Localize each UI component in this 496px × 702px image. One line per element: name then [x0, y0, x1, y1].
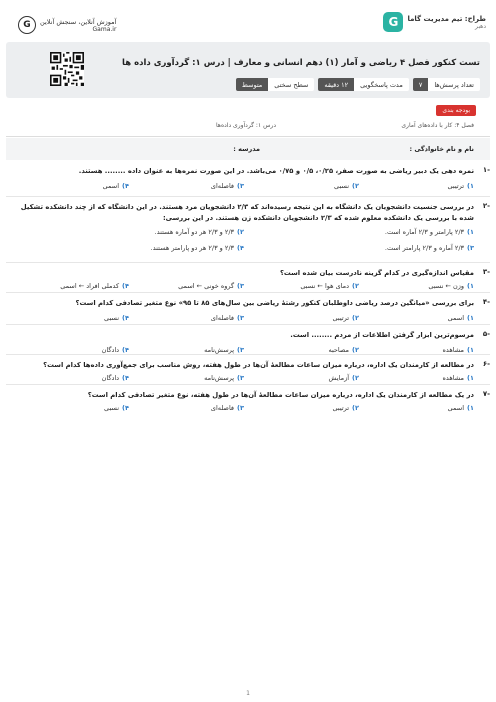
qr-code-icon [50, 52, 84, 86]
option-text: اسمی [102, 182, 120, 190]
option-number: ۲) [237, 228, 244, 236]
option-number: ۱) [467, 282, 474, 290]
question-text: در مطالعه از کارمندان یک اداره، درباره میزان ساعات مطالعهٔ آن‌ها در طول هفته، روش مناسب برای جمع‌آوری داده‌ها کدام است؟ [43, 361, 474, 369]
option-text: نسبی [334, 182, 350, 190]
option[interactable] [14, 374, 129, 382]
question-text: مقیاس اندازه‌گیری در کدام گزینه نادرست بیان شده است؟ [279, 269, 474, 277]
option-text: دمای هوا ← نسبی [300, 282, 350, 290]
question-text: در بررسی جنسیت دانشجویان یک دانشگاه به این نتیجه رسیده‌اند که ۲/۳ دانشجویان مرد هستند. در این دانشگاه که از چند دانشکده تشکیل شده با بررسی یک دانشکده معلوم شده که ۲/۳ دانشجویان دانشکده زن هستند. در این بررسی: [20, 203, 474, 222]
brand-subtitle: دهبر [475, 22, 486, 30]
option[interactable] [14, 404, 129, 412]
option[interactable] [244, 228, 474, 236]
option-number: ۴) [122, 314, 129, 322]
option-text: فاصله‌ای [210, 182, 235, 190]
option[interactable] [14, 314, 129, 322]
option[interactable] [14, 228, 244, 236]
chip-key: سطح سختی [268, 78, 314, 91]
option-number: ۲) [352, 282, 359, 290]
option-number: ۱) [467, 404, 474, 412]
option-text: کدملی افراد ← اسمی [60, 282, 120, 290]
school-label: مدرسه : [233, 145, 260, 153]
option-number: ۴) [122, 282, 129, 290]
option-number: ۳) [237, 346, 244, 354]
budget-row [6, 118, 490, 137]
options [14, 228, 474, 236]
option[interactable] [244, 346, 359, 354]
option-text: نسبی [104, 404, 120, 412]
option[interactable] [244, 374, 359, 382]
chip-value: متوسط [236, 78, 268, 91]
question-text: در یک مطالعه از کارمندان یک اداره، درباره میزان ساعات مطالعهٔ آن‌ها در طول هفته، نوع متغیر تصادفی کدام است؟ [87, 391, 474, 399]
option-number: ۳) [237, 374, 244, 382]
option[interactable] [359, 282, 474, 290]
question-number: -۶ [482, 360, 490, 368]
page-header [6, 8, 490, 38]
question-divider [6, 196, 490, 197]
option-number: ۴) [122, 182, 129, 190]
budget-tag: بودجه بندی [436, 105, 476, 116]
option[interactable] [244, 244, 474, 252]
option-text: اسمی [447, 404, 465, 412]
question-divider [6, 262, 490, 263]
exam-info-chips [236, 78, 480, 91]
options [14, 346, 474, 354]
option[interactable] [359, 314, 474, 322]
chip-question-count [413, 78, 480, 91]
option-text: فاصله‌ای [210, 404, 235, 412]
option-text: مشاهده [442, 346, 465, 354]
option-text: دادگان [101, 346, 120, 354]
gama-logo-icon: G [383, 12, 403, 32]
option-text: ترتیبی [332, 404, 350, 412]
option-number: ۴) [122, 404, 129, 412]
options [14, 374, 474, 382]
option[interactable] [129, 182, 244, 190]
exam-title: تست کنکور فصل ۴ ریاضی و آمار (۱) دهم انسانی و معارف | درس ۱: گردآوری داده ها [122, 58, 480, 68]
option-text: ترتیبی [447, 182, 465, 190]
option-number: ۳) [237, 282, 244, 290]
option-text: ۲/۳ و ۲/۳ هر دو آماره هستند. [154, 228, 235, 236]
sponsor-title: آموزش آنلاین، سنجش آنلاین [40, 17, 117, 26]
student-name-label: نام و نام خانوادگی : [409, 145, 474, 153]
option-number: ۲) [352, 346, 359, 354]
chip-value: ۱۲ دقیقه [318, 78, 354, 91]
chip-key: مدت پاسخگویی [354, 78, 409, 91]
option-number: ۳) [237, 404, 244, 412]
option[interactable] [14, 182, 129, 190]
option-number: ۱) [467, 374, 474, 382]
option-text: ترتیبی [332, 314, 350, 322]
question-divider [6, 384, 490, 385]
option[interactable] [129, 346, 244, 354]
question-number: -۳ [482, 268, 490, 276]
question-number: -۴ [482, 298, 490, 306]
option[interactable] [359, 346, 474, 354]
sponsor [18, 16, 116, 34]
option[interactable] [359, 404, 474, 412]
gama-g-icon: G [18, 16, 36, 34]
option-number: ۲) [352, 404, 359, 412]
option-number: ۱) [467, 346, 474, 354]
chip-difficulty [236, 78, 314, 91]
option-number: ۱) [467, 182, 474, 190]
option[interactable] [14, 346, 129, 354]
option-text: دادگان [101, 374, 120, 382]
option[interactable] [244, 314, 359, 322]
option-number: ۲) [352, 374, 359, 382]
option-text: آزمایش [328, 374, 350, 382]
option-text: فاصله‌ای [210, 314, 235, 322]
option-text: پرسش‌نامه [204, 346, 235, 354]
question-divider [6, 354, 490, 355]
option-text: وزن ← نسبی [428, 282, 465, 290]
chip-duration [318, 78, 408, 91]
option[interactable] [359, 182, 474, 190]
question-text: نمره دهی یک دبیر ریاضی به صورت صفر، ۰/۲۵، ۰/۵ و ۰/۷۵ می‌باشد. در این صورت نمره‌ها به عنوان داده ........ هستند. [78, 167, 474, 175]
option-text: گروه خونی ← اسمی [178, 282, 235, 290]
option-number: ۳) [467, 244, 474, 252]
option-number: ۳) [237, 182, 244, 190]
option-text: مشاهده [442, 374, 465, 382]
question-number: -۵ [482, 330, 490, 338]
question-text: برای بررسی «میانگین درصد ریاضی داوطلبان کنکور رشتهٔ ریاضی بین سال‌های ۸۵ تا ۹۵» نوع متغیر تصادفی کدام است؟ [75, 299, 474, 307]
option-text: اسمی [447, 314, 465, 322]
chip-key: تعداد پرسش‌ها [428, 78, 480, 91]
option-number: ۱) [467, 228, 474, 236]
option[interactable] [129, 374, 244, 382]
option-number: ۳) [237, 314, 244, 322]
option-number: ۲) [352, 182, 359, 190]
option-text: نسبی [104, 314, 120, 322]
sponsor-site[interactable]: Gama.ir [92, 25, 117, 33]
question-number: -۷ [482, 390, 490, 398]
student-info [6, 138, 490, 160]
option[interactable] [14, 244, 244, 252]
options [14, 314, 474, 322]
option-number: ۱) [467, 314, 474, 322]
budget-lesson: درس ۱: گردآوری داده‌ها [215, 122, 276, 129]
option[interactable] [129, 314, 244, 322]
option-number: ۴) [122, 346, 129, 354]
question-number: -۱ [482, 166, 490, 174]
option-number: ۴) [237, 244, 244, 252]
option-text: پرسش‌نامه [204, 374, 235, 382]
option[interactable] [244, 404, 359, 412]
options [14, 182, 474, 190]
brand [383, 12, 486, 32]
exam-page [6, 8, 490, 696]
option-number: ۲) [352, 314, 359, 322]
option-text: ۲/۳ و ۲/۳ هر دو پارامتر هستند. [150, 244, 235, 252]
option[interactable] [14, 282, 129, 290]
option-text: ۲/۳ آماره و ۲/۳ پارامتر است. [384, 244, 465, 252]
options [14, 282, 474, 290]
options [14, 244, 474, 252]
chip-value: ۷ [413, 78, 429, 91]
page-number: 1 [246, 690, 250, 697]
budget-chapter: فصل ۴: کار با داده‌های آماری [401, 122, 474, 129]
option[interactable] [244, 182, 359, 190]
options [14, 404, 474, 412]
question-number: -۲ [482, 202, 490, 210]
option-text: مصاحبه [328, 346, 350, 354]
option[interactable] [359, 374, 474, 382]
option-number: ۴) [122, 374, 129, 382]
option-text: ۲/۳ پارامتر و ۲/۳ آماره است. [384, 228, 465, 236]
question-text: مرسوم‌ترین ابزار گرفتن اطلاعات از مردم ........ است. [290, 331, 474, 339]
option[interactable] [129, 282, 244, 290]
question-divider [6, 324, 490, 325]
option[interactable] [129, 404, 244, 412]
brand-title: طراح: تیم مدیریت گاما [407, 14, 486, 23]
option[interactable] [244, 282, 359, 290]
question-divider [6, 292, 490, 293]
